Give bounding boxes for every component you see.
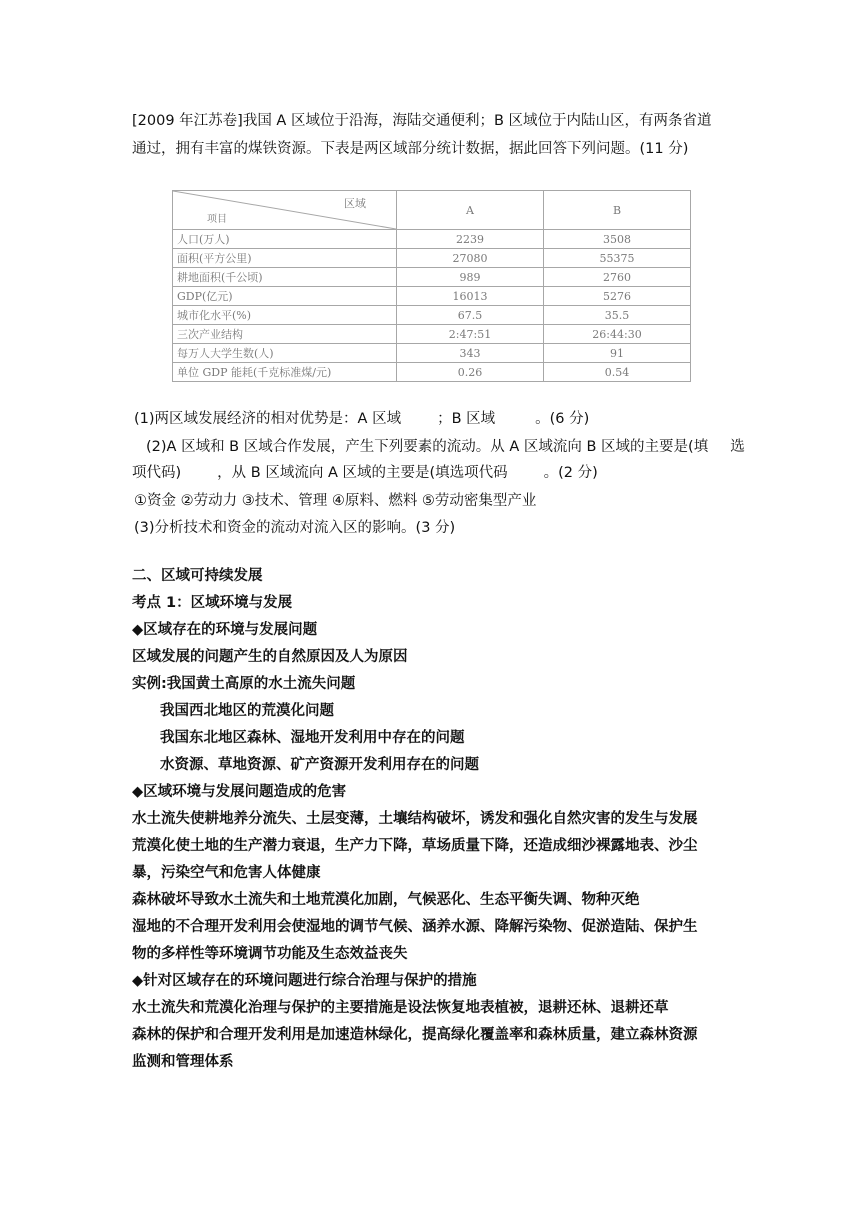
section-title: 二、区域可持续发展 [132,568,263,584]
harm-line: 森林破坏导致水土流失和土地荒漠化加剧，气候恶化、生态平衡失调、物种灭绝 [132,892,640,908]
question-2-line-2 [132,463,598,483]
answer-options: ①资金 ②劳动力 ③技术、管理 ④原料、燃料 ⑤劳动密集型产业 [134,493,537,509]
row-item: GDP(亿元) [173,287,397,306]
harm-line: 湿地的不合理开发利用会使湿地的调节气候、涵养水源、降解污染物、促淤造陆、保护生 [132,919,698,935]
header-item-label: 项目 [207,214,227,225]
row-value-a: 2239 [397,230,544,249]
table-row [173,268,691,287]
intro-line-1: [2009 年江苏卷]我国 A 区域位于沿海，海陆交通便利；B 区域位于内陆山区，有两条省道 [132,113,712,129]
bullet-heading-1: ◆区域存在的环境与发展问题 [132,622,318,638]
q1-part-a: (1)两区域发展经济的相对优势是：A 区域 [134,411,402,427]
question-2-line-1 [146,437,745,457]
q2-line2-text-c: 。(2 分) [543,465,598,481]
example-heading: 实例:我国黄土高原的水土流失问题 [132,676,356,692]
row-value-b: 91 [544,344,691,363]
q2-line2-text-b: ，从 B 区域流向 A 区域的主要是(填选项代码 [217,465,508,481]
row-value-a: 27080 [397,249,544,268]
harm-line: 荒漠化使土地的生产潜力衰退，生产力下降，草场质量下降，还造成细沙裸露地表、沙尘 [132,838,698,854]
table-row [173,325,691,344]
q2-line1-end: 选 [730,439,745,455]
example-item: 水资源、草地资源、矿产资源开发利用存在的问题 [160,757,479,773]
q1-part-b: ；B 区域 [437,411,496,427]
row-item: 每万人大学生数(人) [173,344,397,363]
row-value-a: 16013 [397,287,544,306]
harm-line: 物的多样性等环境调节功能及生态效益丧失 [132,946,408,962]
table-row [173,306,691,325]
row-item: 人口(万人) [173,230,397,249]
table-corner-header [173,191,397,230]
row-value-b: 26:44:30 [544,325,691,344]
bullet-heading-2: ◆区域环境与发展问题造成的危害 [132,784,347,800]
row-item: 三次产业结构 [173,325,397,344]
row-item: 单位 GDP 能耗(千克标准煤/元) [173,363,397,382]
table-header-row [173,191,691,230]
row-value-b: 0.54 [544,363,691,382]
question-1 [134,409,589,429]
cause-line: 区域发展的问题产生的自然原因及人为原因 [132,649,408,665]
statistics-table [172,190,690,379]
example-item: 我国西北地区的荒漠化问题 [160,703,334,719]
intro-line-2: 通过，拥有丰富的煤铁资源。下表是两区域部分统计数据，据此回答下列问题。(11 分) [132,141,689,157]
table-row [173,230,691,249]
row-value-a: 2:47:51 [397,325,544,344]
row-item: 耕地面积(千公顷) [173,268,397,287]
row-value-a: 67.5 [397,306,544,325]
column-header-a: A [397,191,544,230]
bullet-heading-3: ◆针对区域存在的环境问题进行综合治理与保护的措施 [132,973,477,989]
q2-line2-text-a: 项代码) [132,465,182,481]
q2-line1-text: (2)A 区域和 B 区域合作发展，产生下列要素的流动。从 A 区域流向 B 区域的主要是(填 [146,439,709,455]
column-header-b: B [544,191,691,230]
q1-part-c: 。(6 分) [535,411,590,427]
row-value-b: 3508 [544,230,691,249]
row-item: 面积(平方公里) [173,249,397,268]
measure-line: 水土流失和荒漠化治理与保护的主要措施是设法恢复地表植被，退耕还林、退耕还草 [132,1000,669,1016]
row-value-b: 55375 [544,249,691,268]
row-value-a: 989 [397,268,544,287]
row-value-b: 35.5 [544,306,691,325]
table-row [173,249,691,268]
measure-line: 监测和管理体系 [132,1054,234,1070]
measure-line: 森林的保护和合理开发利用是加速造林绿化，提高绿化覆盖率和森林质量，建立森林资源 [132,1027,698,1043]
harm-line: 水土流失使耕地养分流失、土层变薄，土壤结构破坏，诱发和强化自然灾害的发生与发展 [132,811,698,827]
table-row [173,363,691,382]
header-region-label: 区域 [344,197,366,210]
table-row [173,344,691,363]
row-item: 城市化水平(%) [173,306,397,325]
row-value-a: 0.26 [397,363,544,382]
harm-line: 暴，污染空气和危害人体健康 [132,865,321,881]
point-heading: 考点 1：区域环境与发展 [132,595,293,611]
row-value-b: 2760 [544,268,691,287]
row-value-b: 5276 [544,287,691,306]
example-item: 我国东北地区森林、湿地开发利用中存在的问题 [160,730,465,746]
table-row [173,287,691,306]
question-3: (3)分析技术和资金的流动对流入区的影响。(3 分) [134,520,456,536]
row-value-a: 343 [397,344,544,363]
